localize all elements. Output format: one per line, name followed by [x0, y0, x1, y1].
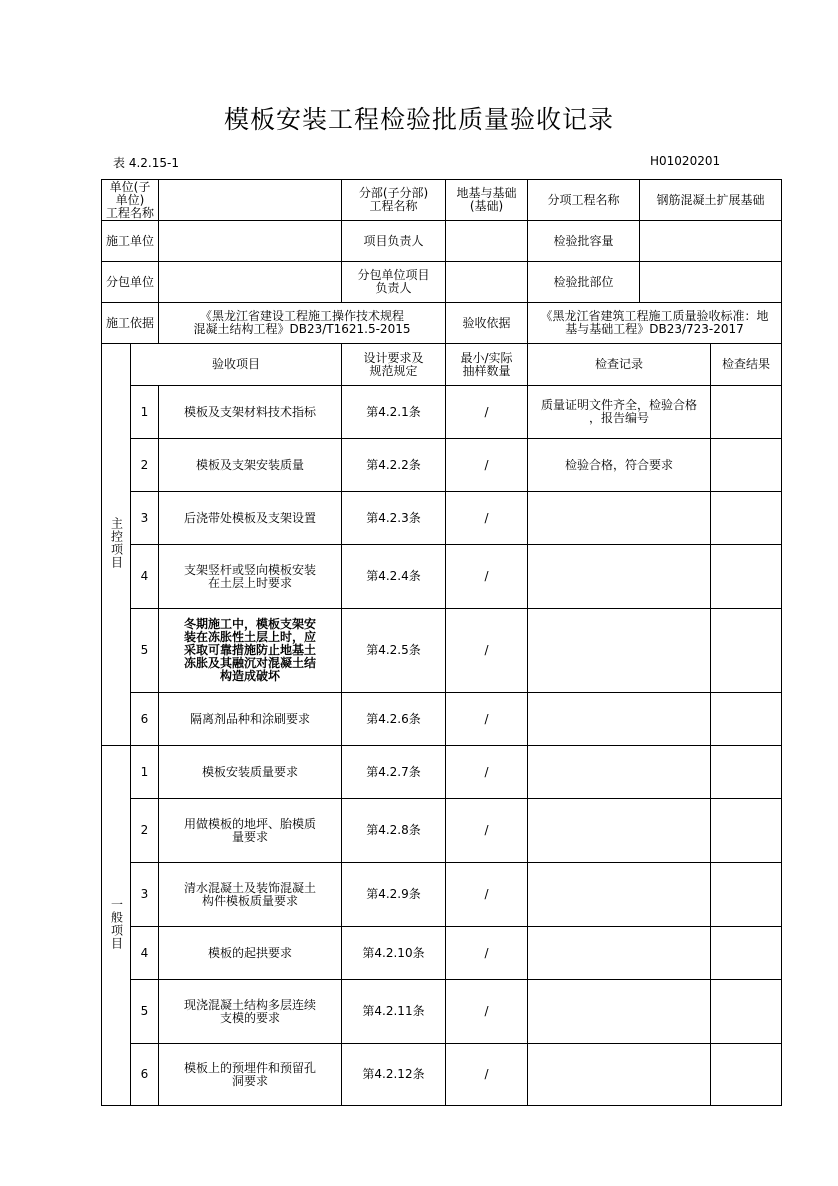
- item-clause: 第4.2.3条: [342, 492, 446, 545]
- item-record[interactable]: [528, 545, 711, 609]
- column-header-item: 验收项目: [131, 344, 342, 386]
- item-name: 后浇带处模板及支架设置: [159, 492, 342, 545]
- division-name-value[interactable]: 地基与基础 (基础): [446, 180, 528, 221]
- item-name: 模板及支架材料技术指标: [159, 386, 342, 439]
- item-number: 1: [131, 746, 159, 799]
- column-header-record: 检查记录: [528, 344, 711, 386]
- item-name: 模板及支架安装质量: [159, 439, 342, 492]
- batch-capacity-label: 检验批容量: [528, 221, 640, 262]
- table-row: [102, 1044, 782, 1106]
- subcontract-unit-value[interactable]: [159, 262, 342, 303]
- item-result[interactable]: [711, 863, 782, 927]
- item-number: 3: [131, 492, 159, 545]
- item-record[interactable]: [528, 693, 711, 746]
- subitem-name-label: 分项工程名称: [528, 180, 640, 221]
- item-number: 6: [131, 693, 159, 746]
- item-sample[interactable]: /: [446, 693, 528, 746]
- item-result[interactable]: [711, 609, 782, 693]
- item-number: 4: [131, 927, 159, 980]
- batch-location-label: 检验批部位: [528, 262, 640, 303]
- item-record[interactable]: [528, 980, 711, 1044]
- item-clause: 第4.2.10条: [342, 927, 446, 980]
- item-result[interactable]: [711, 746, 782, 799]
- item-number: 5: [131, 980, 159, 1044]
- item-sample[interactable]: /: [446, 386, 528, 439]
- header-row-subcontract: [102, 262, 782, 303]
- item-name: 清水混凝土及装饰混凝土 构件模板质量要求: [159, 863, 342, 927]
- table-row: [102, 927, 782, 980]
- item-name: 模板安装质量要求: [159, 746, 342, 799]
- item-clause: 第4.2.1条: [342, 386, 446, 439]
- document-code: H01020201: [650, 154, 721, 168]
- item-number: 5: [131, 609, 159, 693]
- item-sample[interactable]: /: [446, 927, 528, 980]
- item-sample[interactable]: /: [446, 746, 528, 799]
- item-sample[interactable]: /: [446, 799, 528, 863]
- unit-name-value[interactable]: [159, 180, 342, 221]
- inspection-record-table: [101, 179, 782, 1106]
- item-result[interactable]: [711, 980, 782, 1044]
- subcontract-manager-value[interactable]: [446, 262, 528, 303]
- item-result[interactable]: [711, 545, 782, 609]
- subcontract-manager-label: 分包单位项目 负责人: [342, 262, 446, 303]
- item-record[interactable]: [528, 927, 711, 980]
- header-row-basis: [102, 303, 782, 344]
- item-record[interactable]: 质量证明文件齐全，检验合格 ，报告编号: [528, 386, 711, 439]
- item-clause: 第4.2.12条: [342, 1044, 446, 1106]
- item-clause: 第4.2.7条: [342, 746, 446, 799]
- column-header-row: [102, 344, 782, 386]
- table-row: [102, 386, 782, 439]
- table-row: [102, 545, 782, 609]
- item-number: 6: [131, 1044, 159, 1106]
- batch-capacity-value[interactable]: [640, 221, 782, 262]
- column-header-sample: 最小/实际 抽样数量: [446, 344, 528, 386]
- item-sample[interactable]: /: [446, 609, 528, 693]
- item-number: 4: [131, 545, 159, 609]
- item-result[interactable]: [711, 1044, 782, 1106]
- page-title: 模板安装工程检验批质量验收记录: [223, 105, 614, 134]
- table-row: [102, 492, 782, 545]
- table-row: [102, 439, 782, 492]
- item-result[interactable]: [711, 492, 782, 545]
- acceptance-basis-value: 《黑龙江省建筑工程施工质量验收标准：地 基与基础工程》DB23/723-2017: [528, 303, 782, 344]
- batch-location-value[interactable]: [640, 262, 782, 303]
- item-name: 隔离剂品种和涂刷要求: [159, 693, 342, 746]
- item-number: 2: [131, 439, 159, 492]
- acceptance-basis-label: 验收依据: [446, 303, 528, 344]
- project-manager-label: 项目负责人: [342, 221, 446, 262]
- item-record[interactable]: [528, 609, 711, 693]
- table-row: [102, 693, 782, 746]
- item-result[interactable]: [711, 927, 782, 980]
- table-row: [102, 980, 782, 1044]
- item-sample[interactable]: /: [446, 863, 528, 927]
- header-row-project: [102, 180, 782, 221]
- subitem-name-value[interactable]: 钢筋混凝土扩展基础: [640, 180, 782, 221]
- subcontract-unit-label: 分包单位: [102, 262, 159, 303]
- construction-unit-label: 施工单位: [102, 221, 159, 262]
- item-record[interactable]: [528, 863, 711, 927]
- item-name: 冬期施工中，模板支架安 装在冻胀性土层上时，应 采取可靠措施防止地基土 冻胀及其融沉对混凝土结 构造成破坏: [159, 609, 342, 693]
- item-result[interactable]: [711, 386, 782, 439]
- item-record[interactable]: [528, 1044, 711, 1106]
- item-record[interactable]: 检验合格，符合要求: [528, 439, 711, 492]
- item-result[interactable]: [711, 439, 782, 492]
- item-clause: 第4.2.11条: [342, 980, 446, 1044]
- item-clause: 第4.2.9条: [342, 863, 446, 927]
- item-sample[interactable]: /: [446, 980, 528, 1044]
- item-number: 2: [131, 799, 159, 863]
- item-record[interactable]: [528, 799, 711, 863]
- table-row: [102, 799, 782, 863]
- construction-basis-label: 施工依据: [102, 303, 159, 344]
- item-clause: 第4.2.6条: [342, 693, 446, 746]
- item-sample[interactable]: /: [446, 545, 528, 609]
- table-row: [102, 609, 782, 693]
- item-clause: 第4.2.2条: [342, 439, 446, 492]
- construction-unit-value[interactable]: [159, 221, 342, 262]
- item-number: 1: [131, 386, 159, 439]
- unit-name-label: 单位(子单位) 工程名称: [102, 180, 159, 221]
- item-clause: 第4.2.5条: [342, 609, 446, 693]
- column-header-result: 检查结果: [711, 344, 782, 386]
- item-number: 3: [131, 863, 159, 927]
- item-result[interactable]: [711, 799, 782, 863]
- main-control-group-label: 主控项目: [102, 344, 131, 746]
- item-clause: 第4.2.8条: [342, 799, 446, 863]
- item-clause: 第4.2.4条: [342, 545, 446, 609]
- header-row-construction: [102, 221, 782, 262]
- item-name: 现浇混凝土结构多层连续 支模的要求: [159, 980, 342, 1044]
- table-row: [102, 863, 782, 927]
- item-result[interactable]: [711, 693, 782, 746]
- table-row: [102, 746, 782, 799]
- item-name: 模板上的预埋件和预留孔 洞要求: [159, 1044, 342, 1106]
- column-header-design: 设计要求及 规范规定: [342, 344, 446, 386]
- item-sample[interactable]: /: [446, 1044, 528, 1106]
- item-name: 模板的起拱要求: [159, 927, 342, 980]
- item-record[interactable]: [528, 492, 711, 545]
- item-name: 用做模板的地坪、胎模质 量要求: [159, 799, 342, 863]
- item-sample[interactable]: /: [446, 492, 528, 545]
- item-sample[interactable]: /: [446, 439, 528, 492]
- item-name: 支架竖杆或竖向模板安装 在土层上时要求: [159, 545, 342, 609]
- construction-basis-value: 《黑龙江省建设工程施工操作技术规程 混凝土结构工程》DB23/T1621.5-2015: [159, 303, 446, 344]
- division-name-label: 分部(子分部) 工程名称: [342, 180, 446, 221]
- item-record[interactable]: [528, 746, 711, 799]
- general-group-label: 一般项目: [102, 746, 131, 1106]
- project-manager-value[interactable]: [446, 221, 528, 262]
- table-number: 表 4.2.15-1: [113, 156, 179, 170]
